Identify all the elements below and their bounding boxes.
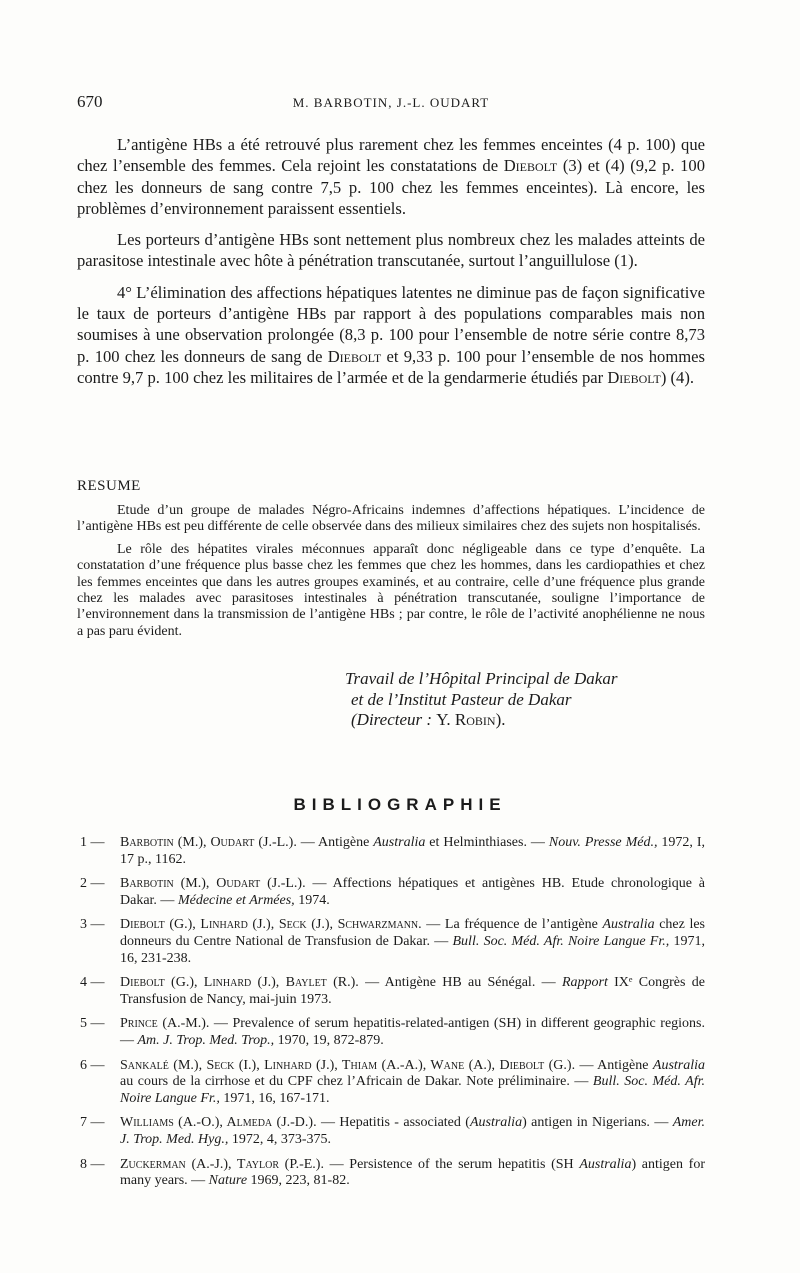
- reference-authors: Sankalé (M.), Seck (I.), Linhard (J.), Thiam (A.-A.), Wane (A.), Diebolt (G.).: [120, 1057, 576, 1073]
- reference-item: [80, 876, 705, 909]
- credits-line-2: et de l’Institut Pasteur de Dakar: [351, 689, 572, 709]
- page-number: 670: [77, 92, 103, 111]
- credits-line-3: (Directeur : Y. Robin).: [351, 710, 506, 729]
- reference-number: 3 —: [80, 917, 105, 933]
- reference-number: 6 —: [80, 1057, 105, 1073]
- reference-text: Diebolt (G.), Linhard (J.), Seck (J.), Schwarzmann. — La fréquence de l’antigène Australia chez les donneurs du Centre National de Transfusion de Dakar. — Bull. Soc. Méd. Afr. Noire Langue Fr., 1971, 16, 231-238.: [120, 917, 706, 966]
- reference-authors: Prince (A.-M.).: [120, 1016, 210, 1032]
- reference-text: Sankalé (M.), Seck (I.), Linhard (J.), Thiam (A.-A.), Wane (A.), Diebolt (G.). — Antigène Australia au cours de la cirrhose et du CPF chez l’Africain de Dakar. Note préliminaire. — Bull. Soc. Méd. Afr. Noire Langue Fr., 1971, 16, 167-171.: [120, 1057, 706, 1106]
- reference-number: 2 —: [80, 876, 105, 892]
- reference-text: Diebolt (G.), Linhard (J.), Baylet (R.). — Antigène HB au Sénégal. — Rapport IXᵉ Congrès de Transfusion de Nancy, mai-juin 1973.: [120, 975, 705, 1007]
- reference-text: Williams (A.-O.), Almeda (J.-D.). — Hepatitis - associated (Australia) antigen in Nigerians. — Amer. J. Trop. Med. Hyg., 1972, 4, 373-375.: [120, 1115, 705, 1147]
- reference-item: [80, 917, 705, 967]
- reference-authors: Diebolt (G.), Linhard (J.), Seck (J.), Schwarzmann.: [120, 917, 422, 933]
- reference-item: [80, 975, 705, 1008]
- reference-item: [80, 1115, 705, 1148]
- reference-number: 1 —: [80, 835, 105, 850]
- reference-text: Barbotin (M.), Oudart (J.-L.). — Antigène Australia et Helminthiases. — Nouv. Presse Méd., 1972, I, 17 p., 1162.: [120, 835, 706, 867]
- resume-paragraph-1: Etude d’un groupe de malades Négro-Africains indemnes d’affections hépatiques. L’incidence de l’antigène HBs est peu différente de celle observée dans des milieux similaires chez des sujets non hospitalisés.: [77, 503, 705, 535]
- reference-authors: Williams (A.-O.), Almeda (J.-D.).: [120, 1115, 317, 1131]
- author-name: Diebolt: [503, 156, 558, 176]
- bibliography-heading: BIBLIOGRAPHIE: [293, 795, 507, 814]
- resume-heading: RESUME: [77, 478, 141, 494]
- reference-item: [80, 835, 705, 868]
- reference-authors: Barbotin (M.), Oudart (J.-L.).: [120, 835, 297, 850]
- reference-number: 7 —: [80, 1115, 105, 1131]
- body-text: [77, 134, 705, 398]
- running-title: M. BARBOTIN, J.-L. OUDART: [292, 95, 490, 110]
- resume-paragraph-2: Le rôle des hépatites virales méconnues apparaît donc négligeable dans ce type d’enquête. La constatation d’une fréquence plus basse chez les femmes que chez les hommes, dans les cardiopathies et chez les femmes enceintes que dans les autres groupes examinés, et au contraire, celle d’une fréquence plus grande chez les malades avec parasitoses intestinales à pénétration transcutanée, souligne l’importance de l’environnement dans la transmission de l’antigène HBs ; par contre, le rôle de l’activité anophélienne ne nous a pas paru évident.: [77, 541, 705, 639]
- author-name: Diebolt: [327, 346, 382, 366]
- institution-credits: [345, 669, 705, 731]
- paragraph-3: 4° L’élimination des affections hépatiques latentes ne diminue pas de façon significative le taux de porteurs d’antigène HBs par rapport à des populations comparables mais non soumises à une observation prolongée (8,3 p. 100 pour l’ensemble de notre série contre 8,73 p. 100 chez les donneurs de sang de Diebolt et 9,33 p. 100 pour l’ensemble de nos hommes contre 9,7 p. 100 chez les militaires de l’armée et de la gendarmerie étudiés par Diebolt) (4).: [77, 282, 705, 387]
- reference-number: 4 —: [80, 975, 105, 991]
- reference-authors: Zuckerman (A.-J.), Taylor (P.-E.).: [120, 1156, 324, 1172]
- director-name: Y. Robin: [436, 710, 496, 729]
- reference-list: [80, 835, 705, 1198]
- reference-number: 8 —: [80, 1156, 105, 1172]
- resume-body: [77, 503, 705, 646]
- paragraph-2: Les porteurs d’antigène HBs sont nettement plus nombreux chez les malades atteints de parasitose intestinale avec hôte à pénétration transcutanée, surtout l’anguillulose (1).: [77, 230, 705, 271]
- reference-authors: Diebolt (G.), Linhard (J.), Baylet (R.).: [120, 975, 359, 991]
- reference-text: Prince (A.-M.). — Prevalence of serum hepatitis-related-antigen (SH) in different geographic regions. — Am. J. Trop. Med. Trop., 1970, 19, 872-879.: [120, 1016, 705, 1048]
- reference-number: 5 —: [80, 1016, 105, 1032]
- reference-item: [80, 1016, 705, 1049]
- reference-text: Barbotin (M.), Oudart (J.-L.). — Affections hépatiques et antigènes HB. Etude chronologique à Dakar. — Médecine et Armées, 1974.: [120, 876, 706, 908]
- reference-item: [80, 1058, 705, 1108]
- credits-line-1: Travail de l’Hôpital Principal de Dakar: [345, 669, 618, 688]
- reference-text: Zuckerman (A.-J.), Taylor (P.-E.). — Persistence of the serum hepatitis (SH Australia) antigen for many years. — Nature 1969, 223, 81-82.: [120, 1156, 705, 1189]
- reference-authors: Barbotin (M.), Oudart (J.-L.).: [120, 876, 306, 892]
- reference-item: [80, 1157, 705, 1190]
- paragraph-1: L’antigène HBs a été retrouvé plus rarement chez les femmes enceintes (4 p. 100) que chez l’ensemble des femmes. Cela rejoint les constatations de Diebolt (3) et (4) (9,2 p. 100 chez les donneurs de sang contre 7,5 p. 100 chez les femmes enceintes). Là encore, les problèmes d’environnement paraissent essentiels.: [77, 135, 705, 218]
- author-name: Diebolt: [607, 367, 661, 387]
- running-head: [77, 92, 705, 116]
